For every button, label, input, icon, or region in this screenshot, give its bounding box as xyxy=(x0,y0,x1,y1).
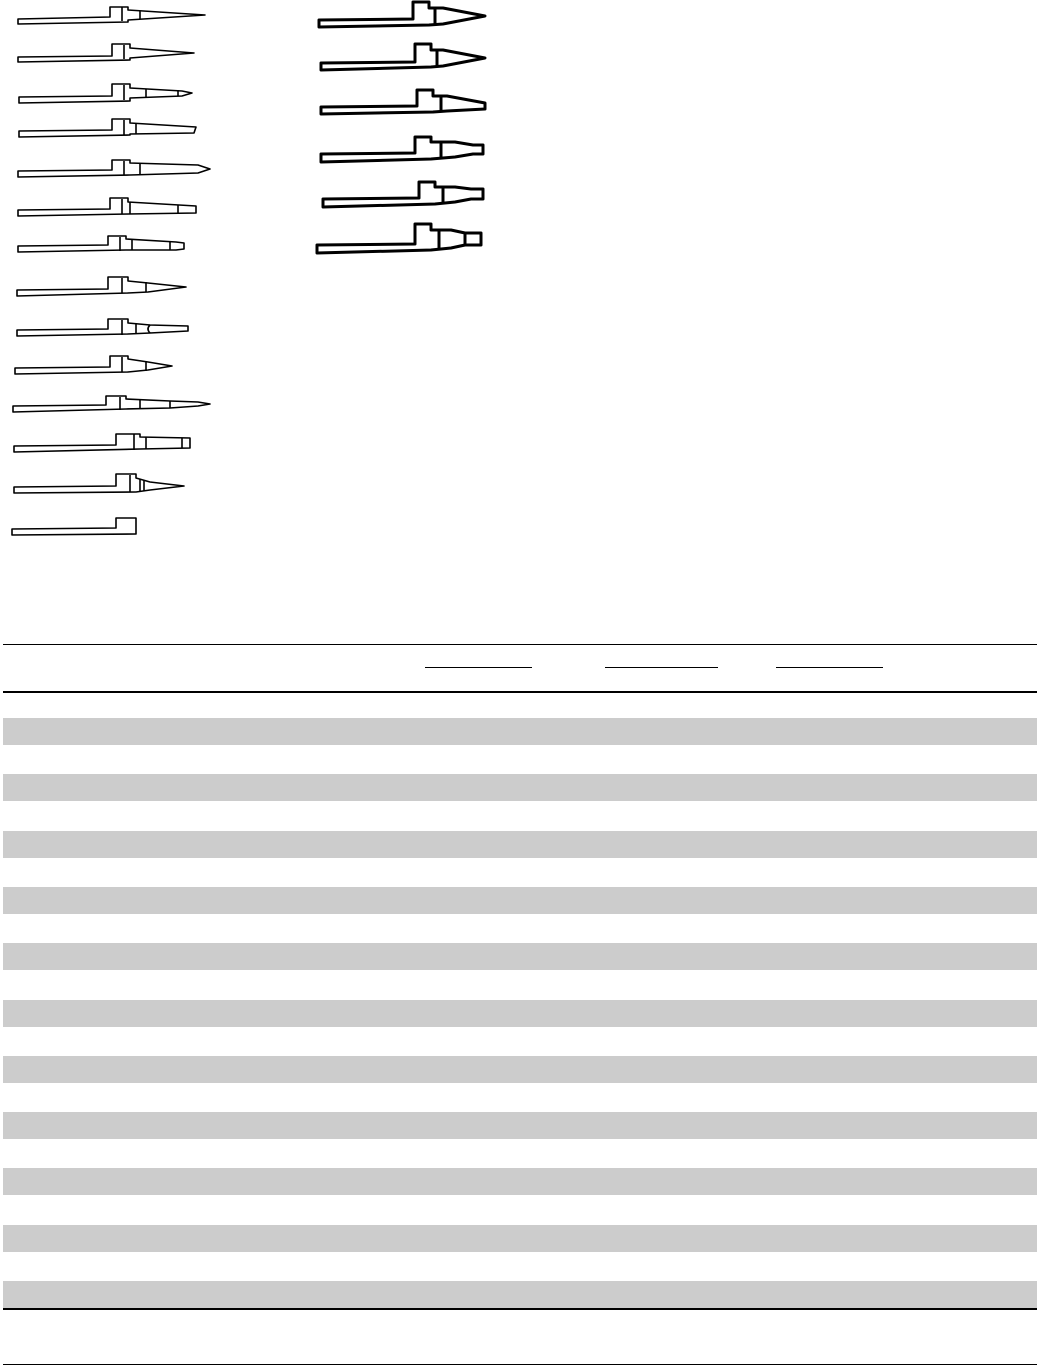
desoldering-tip-3-icon xyxy=(321,90,485,114)
table-row xyxy=(3,887,1037,914)
soldering-tip-10-icon xyxy=(15,356,172,374)
desoldering-tip-4-icon xyxy=(321,137,483,162)
soldering-tip-5-icon xyxy=(18,160,210,177)
specification-table xyxy=(0,640,1044,1367)
desoldering-tip-5-icon xyxy=(323,182,483,207)
table-row xyxy=(3,718,1037,745)
table-row xyxy=(3,1000,1037,1027)
soldering-tip-7-icon xyxy=(18,236,184,252)
soldering-tip-12-icon xyxy=(14,434,190,452)
soldering-tip-14-icon xyxy=(12,518,136,535)
table-header-rule xyxy=(3,691,1037,693)
column-header-2 xyxy=(605,667,718,668)
desoldering-tip-1-icon xyxy=(319,2,485,27)
table-top-rule xyxy=(3,644,1037,645)
soldering-tip-4-icon xyxy=(19,119,196,137)
table-row xyxy=(3,1168,1037,1195)
table-bottom-rule xyxy=(3,1364,1037,1365)
column-header-1 xyxy=(425,667,532,668)
table-row xyxy=(3,943,1037,970)
desoldering-tips-figure xyxy=(305,0,505,270)
soldering-tip-6-icon xyxy=(18,198,196,216)
soldering-tip-9-icon xyxy=(17,319,188,336)
table-row xyxy=(3,831,1037,858)
soldering-tip-13-icon xyxy=(14,474,184,493)
desoldering-tip-2-icon xyxy=(321,44,485,70)
table-footer-rule xyxy=(3,1308,1037,1310)
table-row xyxy=(3,1281,1037,1308)
desoldering-tip-6-icon xyxy=(317,224,481,253)
table-row xyxy=(3,1225,1037,1252)
soldering-tip-1-icon xyxy=(18,7,205,24)
soldering-tip-11-icon xyxy=(13,396,210,412)
soldering-tip-2-icon xyxy=(18,44,194,62)
soldering-tip-3-icon xyxy=(19,84,192,103)
table-row xyxy=(3,1056,1037,1083)
table-row xyxy=(3,1112,1037,1139)
column-header-3 xyxy=(776,667,883,668)
soldering-tips-figure xyxy=(0,0,230,545)
soldering-tip-8-icon xyxy=(17,277,186,296)
table-row xyxy=(3,774,1037,801)
